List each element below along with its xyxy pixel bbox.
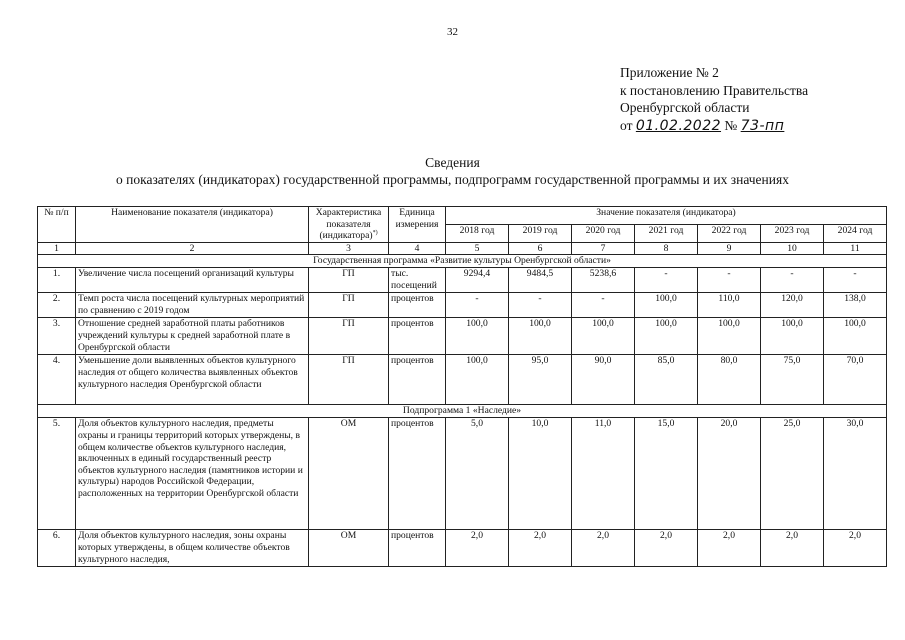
row-value: - bbox=[698, 268, 761, 293]
column-number: 6 bbox=[509, 242, 572, 255]
date-prefix: от bbox=[620, 117, 633, 133]
row-value: 120,0 bbox=[761, 293, 824, 318]
row-value: 90,0 bbox=[572, 355, 635, 405]
row-num: 5. bbox=[38, 418, 76, 530]
row-name: Доля объектов культурного наследия, зоны охраны которых утверждены, в общем количестве объектов культурного наследия, bbox=[76, 530, 309, 567]
row-value: 100,0 bbox=[635, 293, 698, 318]
heading-title: Сведения bbox=[425, 155, 480, 170]
row-characteristic: ГП bbox=[309, 293, 389, 318]
header-year: 2023 год bbox=[761, 224, 824, 242]
header-year: 2021 год bbox=[635, 224, 698, 242]
row-value: 138,0 bbox=[824, 293, 887, 318]
column-number: 2 bbox=[76, 242, 309, 255]
page-number: 32 bbox=[447, 26, 458, 38]
row-value: 95,0 bbox=[509, 355, 572, 405]
heading-subtitle: о показателях (индикаторах) государственной программы, подпрограмм государственной программы и их значениях bbox=[116, 172, 789, 187]
row-name: Темп роста числа посещений культурных мероприятий по сравнению с 2019 годом bbox=[76, 293, 309, 318]
row-characteristic: ОМ bbox=[309, 530, 389, 567]
row-value: 100,0 bbox=[635, 318, 698, 355]
resolution-number: 73-пп bbox=[740, 117, 785, 134]
row-value: 80,0 bbox=[698, 355, 761, 405]
row-name: Увеличение числа посещений организаций культуры bbox=[76, 268, 309, 293]
header-year: 2018 год bbox=[446, 224, 509, 242]
row-value: 10,0 bbox=[509, 418, 572, 530]
row-value: 100,0 bbox=[824, 318, 887, 355]
row-value: 100,0 bbox=[572, 318, 635, 355]
row-value: 2,0 bbox=[761, 530, 824, 567]
row-unit: процентов bbox=[389, 418, 446, 530]
row-name: Уменьшение доли выявленных объектов культурного наследия от общего количества выявленных объектов культурного наследия Оренбургской области bbox=[76, 355, 309, 405]
row-value: - bbox=[572, 293, 635, 318]
row-value: 2,0 bbox=[572, 530, 635, 567]
row-value: 2,0 bbox=[635, 530, 698, 567]
footnote-marker: *) bbox=[372, 230, 378, 236]
column-numbers-row bbox=[38, 242, 887, 255]
row-unit: процентов bbox=[389, 530, 446, 567]
row-value: 110,0 bbox=[698, 293, 761, 318]
row-value: 5,0 bbox=[446, 418, 509, 530]
row-value: 2,0 bbox=[698, 530, 761, 567]
row-characteristic: ГП bbox=[309, 318, 389, 355]
row-value: 2,0 bbox=[446, 530, 509, 567]
row-value: 70,0 bbox=[824, 355, 887, 405]
row-name: Доля объектов культурного наследия, предметы охраны и границы территорий которых утверждены, в общем количестве объектов культурного наследия, включенных в единый государственный реестр объектов культурного наследия (памятников истории и культуры) народов Российской Федерации, расположенных на территории Оренбургской области bbox=[76, 418, 309, 530]
row-value: 100,0 bbox=[509, 318, 572, 355]
column-number: 1 bbox=[38, 242, 76, 255]
row-value: - bbox=[509, 293, 572, 318]
row-unit: процентов bbox=[389, 318, 446, 355]
table-row bbox=[38, 293, 887, 318]
table-row bbox=[38, 318, 887, 355]
row-characteristic: ГП bbox=[309, 355, 389, 405]
row-value: 100,0 bbox=[698, 318, 761, 355]
row-name: Отношение средней заработной платы работников учреждений культуры к средней заработной плате в Оренбургской области bbox=[76, 318, 309, 355]
row-unit: тыс. посещений bbox=[389, 268, 446, 293]
table-row bbox=[38, 355, 887, 405]
appendix-line-2: к постановлению Правительства bbox=[620, 82, 809, 98]
header-characteristic-label: Характеристика показателя (индикатора) bbox=[315, 207, 382, 242]
column-number: 3 bbox=[309, 242, 389, 255]
row-value: 2,0 bbox=[509, 530, 572, 567]
row-value: 100,0 bbox=[761, 318, 824, 355]
row-value: 20,0 bbox=[698, 418, 761, 530]
header-year: 2019 год bbox=[509, 224, 572, 242]
section-row bbox=[38, 405, 887, 418]
section-row bbox=[38, 255, 887, 268]
row-num: 4. bbox=[38, 355, 76, 405]
section-title: Подпрограмма 1 «Наследие» bbox=[38, 405, 887, 418]
row-value: 11,0 bbox=[572, 418, 635, 530]
document-heading bbox=[0, 154, 905, 188]
appendix-date-line bbox=[620, 117, 808, 136]
header-year: 2020 год bbox=[572, 224, 635, 242]
row-value: 5238,6 bbox=[572, 268, 635, 293]
header-num: № п/п bbox=[38, 207, 76, 243]
header-year: 2024 год bbox=[824, 224, 887, 242]
column-number: 10 bbox=[761, 242, 824, 255]
column-number: 11 bbox=[824, 242, 887, 255]
row-value: 15,0 bbox=[635, 418, 698, 530]
header-characteristic bbox=[309, 207, 389, 243]
row-unit: процентов bbox=[389, 293, 446, 318]
row-unit: процентов bbox=[389, 355, 446, 405]
header-name: Наименование показателя (индикатора) bbox=[76, 207, 309, 243]
row-value: 100,0 bbox=[446, 318, 509, 355]
header-year: 2022 год bbox=[698, 224, 761, 242]
resolution-date: 01.02.2022 bbox=[635, 117, 722, 134]
row-characteristic: ГП bbox=[309, 268, 389, 293]
column-number: 4 bbox=[389, 242, 446, 255]
row-value: 25,0 bbox=[761, 418, 824, 530]
row-value: 85,0 bbox=[635, 355, 698, 405]
row-value: - bbox=[761, 268, 824, 293]
row-value: - bbox=[635, 268, 698, 293]
table-row bbox=[38, 268, 887, 293]
column-number: 9 bbox=[698, 242, 761, 255]
indicators-table bbox=[37, 206, 887, 567]
row-num: 2. bbox=[38, 293, 76, 318]
row-num: 3. bbox=[38, 318, 76, 355]
row-num: 6. bbox=[38, 530, 76, 567]
table-row bbox=[38, 418, 887, 530]
number-prefix: № bbox=[724, 117, 738, 133]
appendix-line-1: Приложение № 2 bbox=[620, 65, 719, 80]
header-unit: Единица измерения bbox=[389, 207, 446, 243]
row-value: 30,0 bbox=[824, 418, 887, 530]
row-value: 75,0 bbox=[761, 355, 824, 405]
row-value: 9484,5 bbox=[509, 268, 572, 293]
row-value: - bbox=[824, 268, 887, 293]
row-characteristic: ОМ bbox=[309, 418, 389, 530]
column-number: 8 bbox=[635, 242, 698, 255]
appendix-block bbox=[620, 64, 808, 135]
row-value: 9294,4 bbox=[446, 268, 509, 293]
table-row bbox=[38, 530, 887, 567]
column-number: 5 bbox=[446, 242, 509, 255]
column-number: 7 bbox=[572, 242, 635, 255]
row-num: 1. bbox=[38, 268, 76, 293]
row-value: - bbox=[446, 293, 509, 318]
header-values-group: Значение показателя (индикатора) bbox=[446, 207, 887, 225]
row-value: 2,0 bbox=[824, 530, 887, 567]
section-title: Государственная программа «Развитие культуры Оренбургской области» bbox=[38, 255, 887, 268]
row-value: 100,0 bbox=[446, 355, 509, 405]
appendix-line-3: Оренбургской области bbox=[620, 100, 750, 115]
